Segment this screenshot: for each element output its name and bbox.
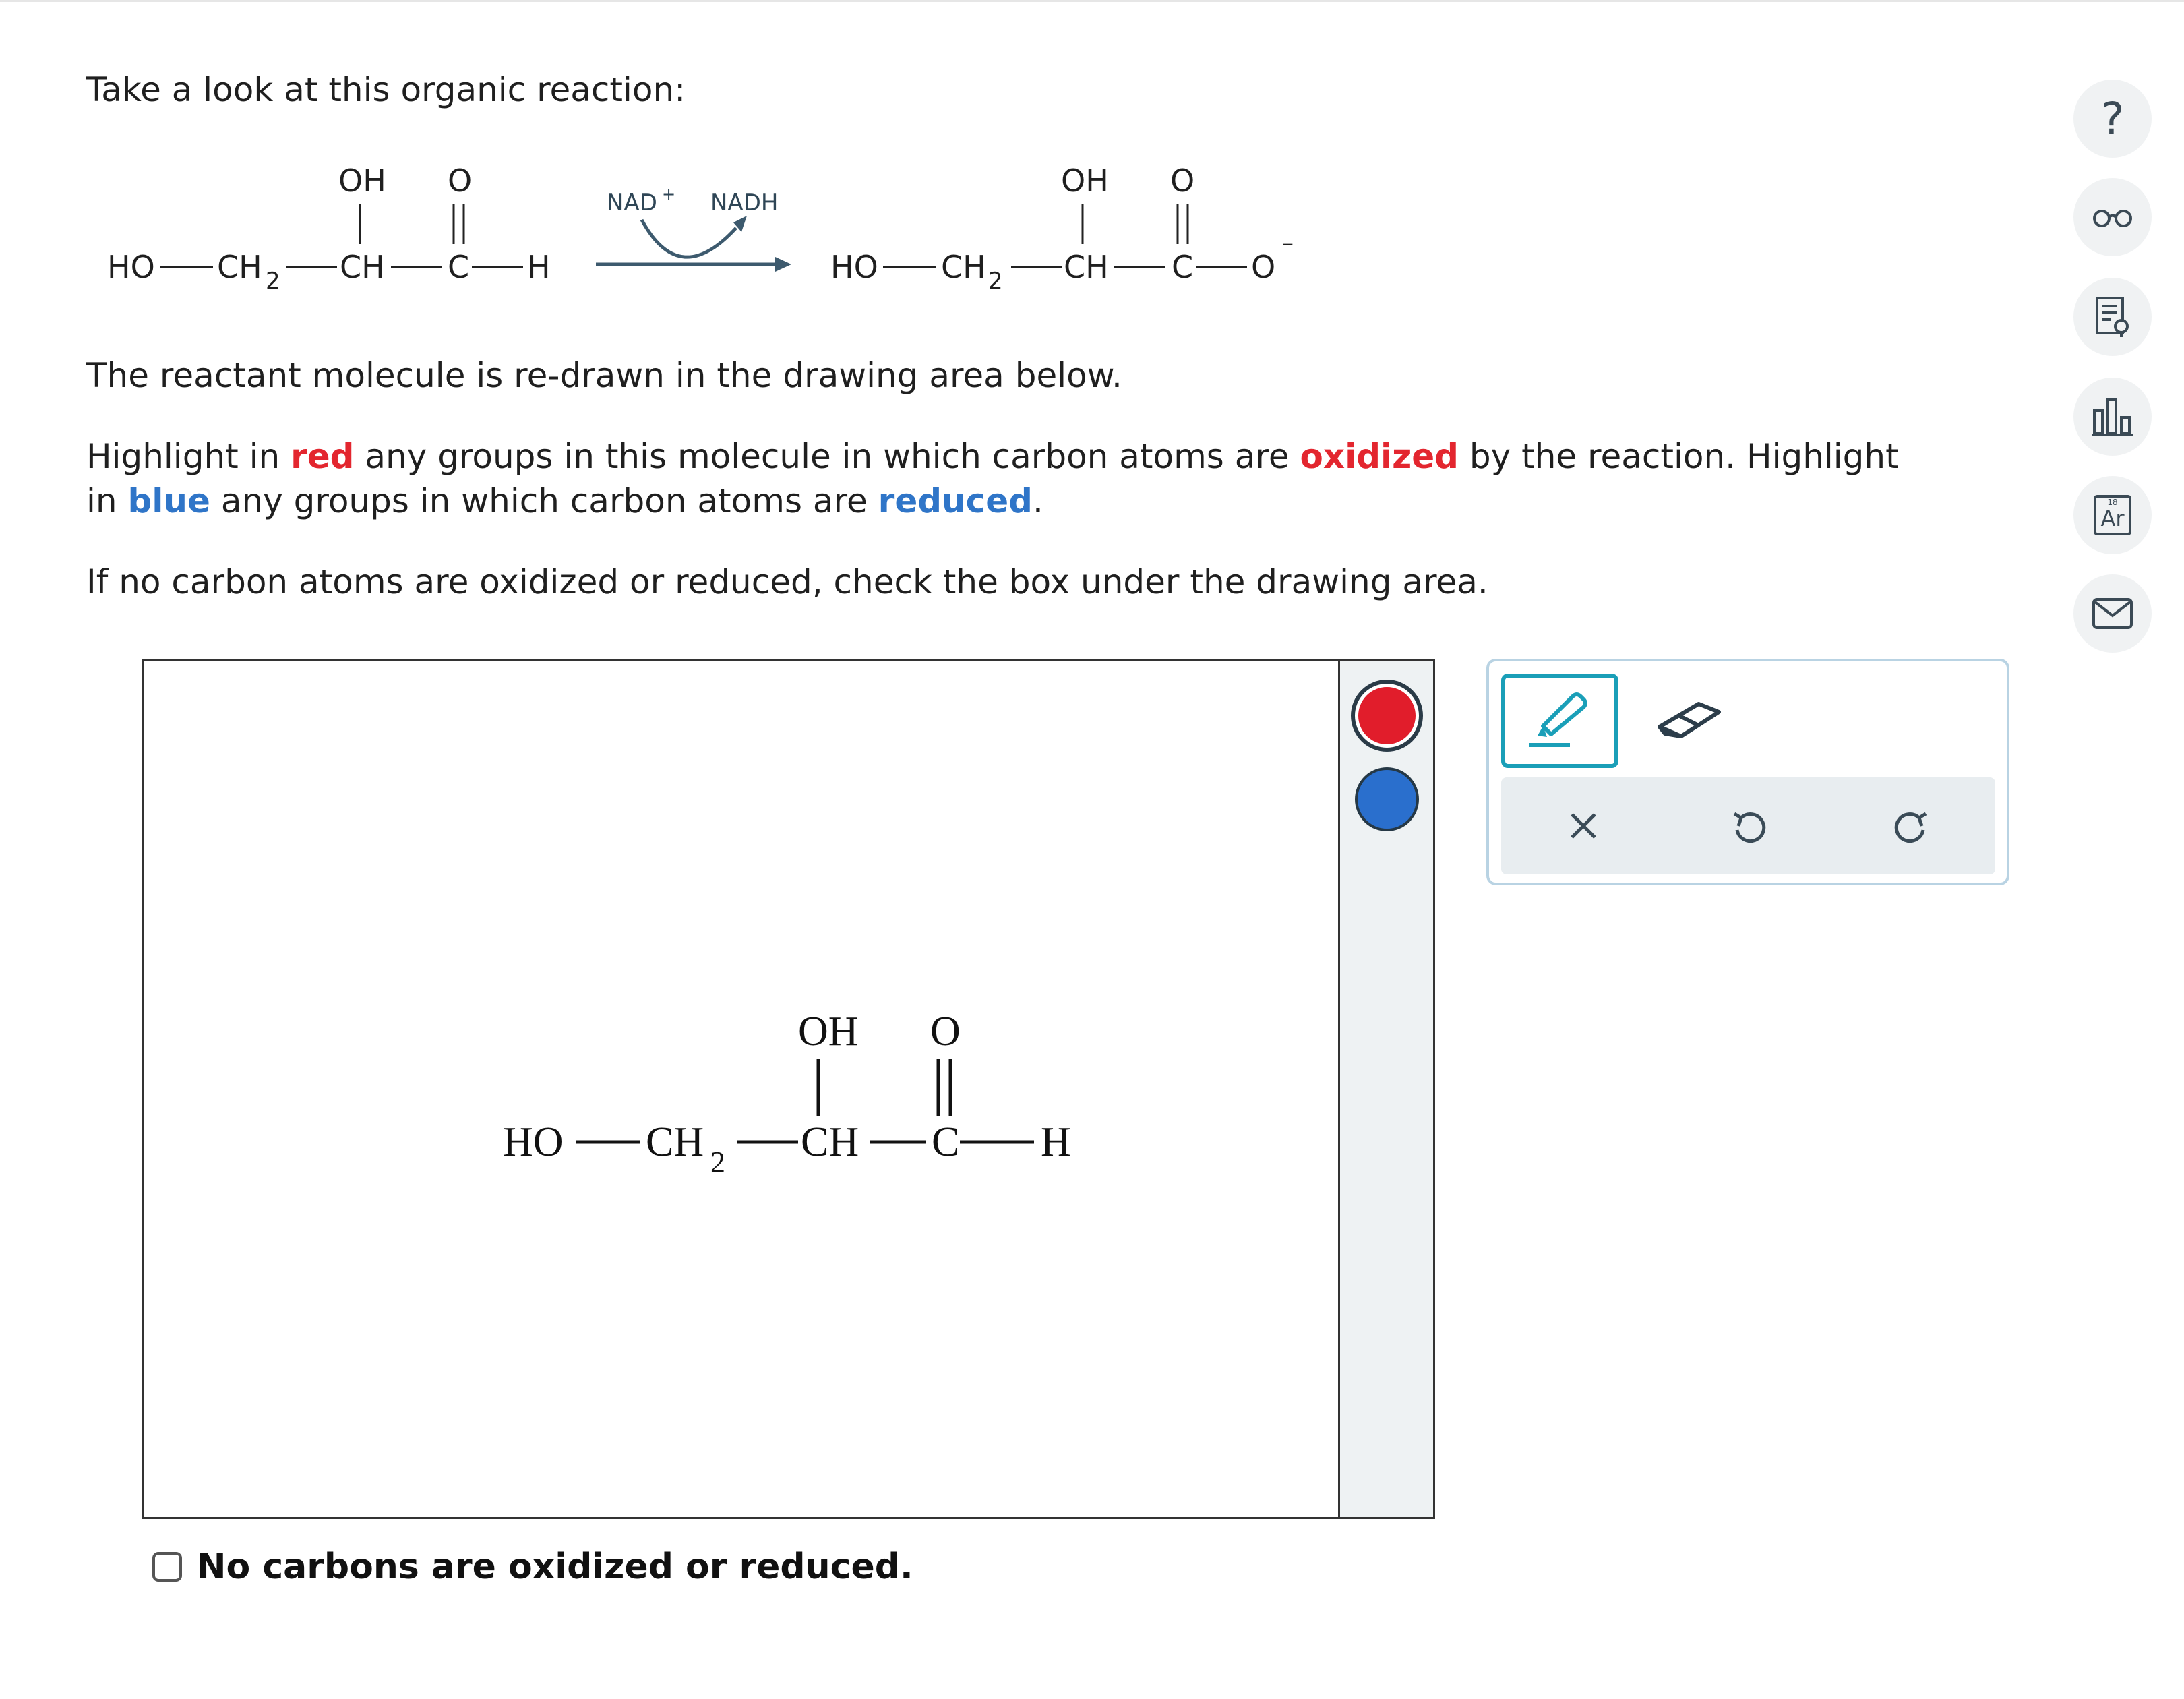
periodic-table-icon xyxy=(2094,495,2131,535)
product-charge: – xyxy=(1282,230,1294,257)
reaction-scheme xyxy=(0,135,1348,310)
clear-button[interactable] xyxy=(1501,777,1666,874)
reactant-o: O xyxy=(448,162,473,199)
top-divider xyxy=(0,0,2184,2)
redo-icon xyxy=(1893,807,1931,845)
red-keyword: red xyxy=(291,437,355,476)
red-color-swatch[interactable] xyxy=(1355,684,1419,748)
redo-button[interactable] xyxy=(1830,777,1995,874)
reactant-c: C xyxy=(448,249,470,285)
reduced-keyword: reduced xyxy=(878,481,1033,520)
message-button[interactable] xyxy=(2073,574,2152,653)
nadh-label: NADH xyxy=(710,189,779,216)
product-o-double: O xyxy=(1170,162,1195,199)
redrawn-note: The reactant molecule is re-drawn in the drawing area below. xyxy=(86,356,1122,395)
mol-ch2-sub: 2 xyxy=(710,1145,725,1179)
mol-o: O xyxy=(930,1009,961,1054)
product-ch2-sub: 2 xyxy=(988,268,1003,295)
reactant-ch2: CH xyxy=(217,249,262,285)
blue-keyword: blue xyxy=(127,481,210,520)
nad-plus-label: NAD xyxy=(607,189,657,216)
close-icon xyxy=(1567,809,1600,843)
help-icon: ? xyxy=(2100,92,2125,145)
mail-icon xyxy=(2091,597,2134,630)
blue-color-swatch[interactable] xyxy=(1355,767,1419,831)
mol-c: C xyxy=(932,1119,960,1165)
notes-button[interactable] xyxy=(2073,278,2152,356)
mol-ch: CH xyxy=(801,1119,859,1165)
drawn-molecule[interactable] xyxy=(144,661,1431,1517)
undo-button[interactable] xyxy=(1666,777,1830,874)
color-palette xyxy=(1338,659,1435,1519)
highlighter-icon xyxy=(1523,687,1597,754)
nad-plus-sup: + xyxy=(662,185,676,204)
reactant-ho: HO xyxy=(107,249,155,285)
mol-h: H xyxy=(1041,1119,1071,1165)
reading-glasses-button[interactable] xyxy=(2073,178,2152,256)
no-change-checkbox-row[interactable] xyxy=(152,1547,913,1587)
cofactor-curve xyxy=(642,220,736,257)
eraser-button[interactable] xyxy=(1641,682,1736,756)
oxidized-keyword: oxidized xyxy=(1300,437,1459,476)
help-button[interactable] xyxy=(2073,80,2152,158)
notes-icon xyxy=(2093,295,2132,338)
chart-icon xyxy=(2090,394,2135,439)
drawing-area[interactable] xyxy=(142,659,1433,1519)
mol-oh: OH xyxy=(798,1009,859,1054)
undo-icon xyxy=(1729,807,1767,845)
reactant-oh: OH xyxy=(338,162,386,199)
periodic-table-button[interactable] xyxy=(2073,476,2152,554)
product-o-minus: O xyxy=(1251,249,1276,285)
mol-ch2: CH xyxy=(646,1119,704,1165)
product-c: C xyxy=(1172,249,1194,285)
reactant-ch: CH xyxy=(340,249,385,285)
product-oh: OH xyxy=(1061,162,1109,199)
no-change-checkbox-label[interactable]: No carbons are oxidized or reduced. xyxy=(197,1547,913,1587)
reactant-ch2-sub: 2 xyxy=(266,268,280,295)
intro-text: Take a look at this organic reaction: xyxy=(86,70,686,109)
data-chart-button[interactable] xyxy=(2073,378,2152,456)
no-change-checkbox[interactable] xyxy=(152,1552,182,1582)
product-ch2: CH xyxy=(941,249,986,285)
highlighter-button[interactable] xyxy=(1501,674,1618,768)
tool-panel xyxy=(1486,659,2009,885)
instruction-line-2: in blue any groups in which carbon atoms are reduced. xyxy=(86,481,1043,520)
instruction-line-1: Highlight in red any groups in this molecule in which carbon atoms are oxidized by the reaction. Highlight xyxy=(86,437,1899,476)
periodic-number: 18 xyxy=(2107,498,2118,507)
reactant-h: H xyxy=(527,249,551,285)
product-ch: CH xyxy=(1064,249,1109,285)
product-ho: HO xyxy=(830,249,878,285)
mol-ho: HO xyxy=(503,1119,564,1165)
glasses-icon xyxy=(2092,206,2133,229)
no-change-note: If no carbon atoms are oxidized or reduced, check the box under the drawing area. xyxy=(86,562,1488,601)
action-bar xyxy=(1501,777,1995,874)
eraser-icon xyxy=(1651,692,1726,746)
periodic-symbol: Ar xyxy=(2100,506,2125,531)
